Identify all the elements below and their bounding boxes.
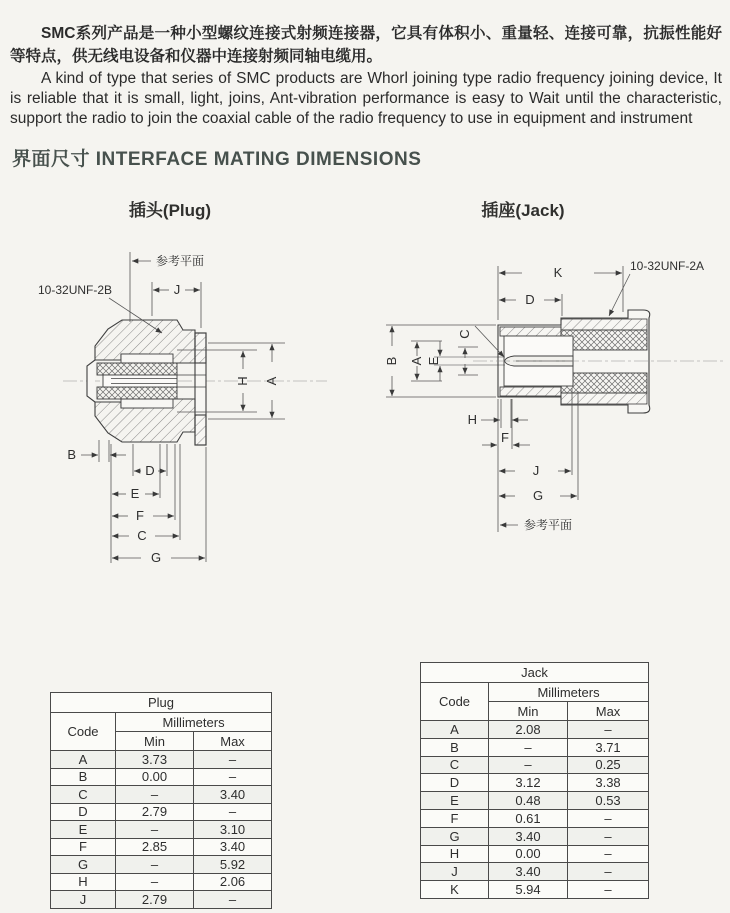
plug-dim-f: F bbox=[136, 508, 144, 523]
code-header: Code bbox=[51, 713, 116, 751]
code-cell: B bbox=[421, 738, 489, 756]
unit-header: Millimeters bbox=[116, 713, 272, 732]
max-cell: – bbox=[568, 827, 649, 845]
jack-dim-a: A bbox=[409, 356, 424, 366]
max-cell: 0.53 bbox=[568, 792, 649, 810]
min-cell: 2.79 bbox=[116, 891, 194, 909]
code-cell: F bbox=[51, 838, 116, 856]
max-cell: 2.06 bbox=[194, 873, 272, 891]
jack-dim-k: K bbox=[553, 265, 563, 280]
min-header: Min bbox=[489, 702, 568, 721]
table-header-row bbox=[51, 713, 272, 732]
code-cell: G bbox=[51, 856, 116, 874]
max-header: Max bbox=[568, 702, 649, 721]
code-cell: B bbox=[51, 768, 116, 786]
plug-body bbox=[63, 320, 327, 445]
min-cell: – bbox=[116, 786, 194, 804]
jack-heading: 插座(Jack) bbox=[481, 201, 565, 220]
plug-dim-b: B bbox=[67, 447, 76, 462]
max-cell: – bbox=[194, 891, 272, 909]
table-row bbox=[51, 768, 272, 786]
table-row bbox=[421, 792, 649, 810]
plug-dim-d: D bbox=[145, 463, 155, 478]
min-cell: 3.73 bbox=[116, 751, 194, 769]
table-row bbox=[51, 856, 272, 874]
max-cell: – bbox=[568, 809, 649, 827]
min-cell: 0.48 bbox=[489, 792, 568, 810]
intro-paragraph-en: A kind of type that series of SMC products are Whorl joining type radio frequency joining device, It is reliable that it is small, light, joins, Ant-vibration performance is easy to Wait until the characteristic, support the radio to join the coaxial cable of the radio frequency to use in equipment and instrument bbox=[10, 69, 722, 127]
jack-dim-h: H bbox=[467, 412, 477, 427]
max-cell: – bbox=[568, 721, 649, 739]
jack-drawing bbox=[378, 246, 730, 561]
min-cell: – bbox=[116, 821, 194, 839]
max-header: Max bbox=[194, 732, 272, 751]
min-header: Min bbox=[116, 732, 194, 751]
plug-dimensions-table bbox=[50, 692, 272, 909]
max-cell: – bbox=[568, 845, 649, 863]
table-row bbox=[421, 881, 649, 899]
table-title-row bbox=[421, 663, 649, 683]
table-title-row bbox=[51, 693, 272, 713]
intro-paragraph-zh: SMC系列产品是一种小型螺纹连接式射频连接器，它具有体积小、重量轻、连接可靠，抗振性能好等特点，供无线电设备和仪器中连接射频同轴电缆用。 bbox=[10, 24, 722, 65]
min-cell: 2.85 bbox=[116, 838, 194, 856]
code-cell: K bbox=[421, 881, 489, 899]
max-cell: – bbox=[194, 803, 272, 821]
min-cell: 3.12 bbox=[489, 774, 568, 792]
table-row bbox=[51, 821, 272, 839]
table-title: Plug bbox=[51, 693, 272, 713]
code-cell: H bbox=[421, 845, 489, 863]
min-cell: 0.61 bbox=[489, 809, 568, 827]
plug-dim-a: A bbox=[264, 376, 279, 386]
section-title: 界面尺寸 INTERFACE MATING DIMENSIONS bbox=[12, 149, 422, 170]
table-row bbox=[51, 803, 272, 821]
code-cell: D bbox=[421, 774, 489, 792]
jack-dim-e: E bbox=[426, 356, 441, 366]
min-cell: 2.08 bbox=[489, 721, 568, 739]
table-row bbox=[421, 863, 649, 881]
table-row bbox=[421, 756, 649, 774]
plug-dim-c: C bbox=[137, 528, 147, 543]
max-cell: 3.38 bbox=[568, 774, 649, 792]
min-cell: – bbox=[116, 873, 194, 891]
plug-dim-h: H bbox=[235, 376, 250, 386]
min-cell: – bbox=[116, 856, 194, 874]
max-cell: 3.40 bbox=[194, 786, 272, 804]
table-row bbox=[421, 721, 649, 739]
min-cell: 5.94 bbox=[489, 881, 568, 899]
min-cell: 0.00 bbox=[489, 845, 568, 863]
code-cell: H bbox=[51, 873, 116, 891]
max-cell: – bbox=[568, 863, 649, 881]
table-title: Jack bbox=[421, 663, 649, 683]
table-row bbox=[51, 891, 272, 909]
table-header-row bbox=[421, 683, 649, 702]
min-cell: – bbox=[489, 738, 568, 756]
code-header: Code bbox=[421, 683, 489, 721]
code-cell: A bbox=[51, 751, 116, 769]
table-row bbox=[421, 827, 649, 845]
table-row bbox=[421, 774, 649, 792]
table-row bbox=[51, 786, 272, 804]
jack-dim-b: B bbox=[384, 356, 399, 366]
jack-dim-j: J bbox=[532, 463, 540, 478]
code-cell: C bbox=[51, 786, 116, 804]
min-cell: 0.00 bbox=[116, 768, 194, 786]
table-row bbox=[421, 845, 649, 863]
min-cell: 2.79 bbox=[116, 803, 194, 821]
jack-body bbox=[434, 310, 723, 413]
unit-header: Millimeters bbox=[489, 683, 649, 702]
min-cell: – bbox=[489, 756, 568, 774]
max-cell: 0.25 bbox=[568, 756, 649, 774]
code-cell: J bbox=[421, 863, 489, 881]
code-cell: G bbox=[421, 827, 489, 845]
min-cell: 3.40 bbox=[489, 827, 568, 845]
code-cell: J bbox=[51, 891, 116, 909]
plug-dim-e: E bbox=[130, 486, 140, 501]
max-cell: 3.40 bbox=[194, 838, 272, 856]
max-cell: 3.10 bbox=[194, 821, 272, 839]
code-cell: F bbox=[421, 809, 489, 827]
max-cell: – bbox=[194, 751, 272, 769]
jack-dim-c: C bbox=[457, 329, 472, 339]
table-row bbox=[421, 738, 649, 756]
table-row bbox=[51, 838, 272, 856]
max-cell: 3.71 bbox=[568, 738, 649, 756]
plug-dim-g: G bbox=[150, 550, 162, 565]
code-cell: E bbox=[51, 821, 116, 839]
jack-dimensions-table bbox=[420, 662, 649, 899]
plug-heading: 插头(Plug) bbox=[128, 201, 212, 220]
min-cell: 3.40 bbox=[489, 863, 568, 881]
table-row bbox=[421, 809, 649, 827]
code-cell: A bbox=[421, 721, 489, 739]
max-cell: 5.92 bbox=[194, 856, 272, 874]
jack-dim-f: F bbox=[501, 430, 509, 445]
jack-reference-plane-label: 参考平面 bbox=[524, 518, 573, 532]
table-row bbox=[51, 751, 272, 769]
jack-dim-g: G bbox=[532, 488, 544, 503]
max-cell: – bbox=[568, 881, 649, 899]
plug-drawing bbox=[25, 230, 355, 590]
code-cell: E bbox=[421, 792, 489, 810]
code-cell: C bbox=[421, 756, 489, 774]
max-cell: – bbox=[194, 768, 272, 786]
plug-thread-label: 10-32UNF-2B bbox=[38, 283, 113, 297]
code-cell: D bbox=[51, 803, 116, 821]
plug-reference-plane-label: 参考平面 bbox=[156, 254, 205, 268]
jack-dim-d: D bbox=[525, 292, 535, 307]
plug-dim-j: J bbox=[173, 282, 181, 297]
jack-thread-label: 10-32UNF-2A bbox=[630, 259, 705, 273]
table-row bbox=[51, 873, 272, 891]
